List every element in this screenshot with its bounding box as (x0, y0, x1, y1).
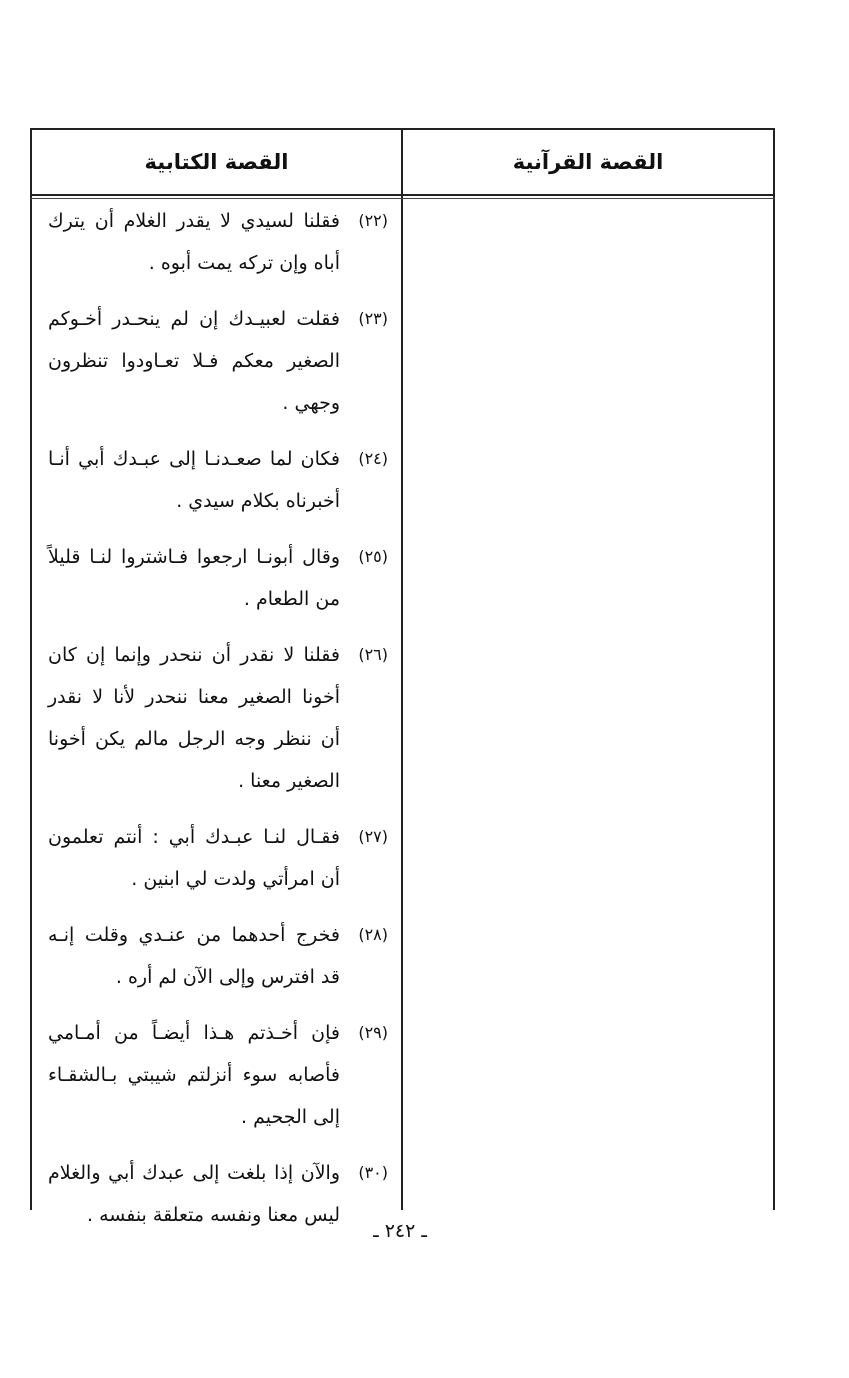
entry-number: (٢٣) (358, 309, 388, 328)
entry-number: (٢٨) (358, 925, 388, 944)
entry (48, 1012, 388, 1138)
entry (48, 634, 388, 802)
entry-number: (٣٠) (358, 1163, 388, 1182)
column-divider (401, 128, 403, 1210)
header-quranic-story: القصة القرآنية (512, 150, 664, 174)
entry-number: (٢٤) (358, 449, 388, 468)
entry-text: وقال أبونـا ارجعوا فـاشتروا لنـا قليلاً من الطعام . (48, 546, 340, 610)
entry-number: (٢٢) (358, 211, 388, 230)
header-biblical-story: القصة الكتابية (144, 150, 289, 174)
entry-text: فخرج أحدهما من عنـدي وقلت إنـه قد افترس وإلى الآن لم أره . (48, 924, 340, 988)
entry-text: فقـال لنـا عبـدك أبي : أنتم تعلمون أن امرأتي ولدت لي ابنين . (48, 826, 340, 890)
entry (48, 298, 388, 424)
header-separator (30, 194, 775, 196)
entry (48, 536, 388, 620)
header-separator-thin (30, 198, 775, 199)
entry (48, 914, 388, 998)
entry-number: (٢٧) (358, 827, 388, 846)
entry-number: (٢٩) (358, 1023, 388, 1042)
entry (48, 816, 388, 900)
entry-text: فقلنا لسيدي لا يقدر الغلام أن يترك أباه وإن تركه يمت أبوه . (48, 210, 340, 274)
entry (48, 438, 388, 522)
entry-text: فقلنا لا نقدر أن ننحدر وإنما إن كان أخونا الصغير معنا ننحدر لأنا لا نقدر أن ننظر وجه الرجل مالم يكن أخونا الصغير معنا . (48, 644, 340, 792)
biblical-entries (48, 200, 388, 1250)
entry-number: (٢٥) (358, 547, 388, 566)
entry-text: والآن إذا بلغت إلى عبدك أبي والغلام ليس معنا ونفسه متعلقة بنفسه . (48, 1162, 340, 1226)
page-number: ـ ٢٤٢ ـ (373, 1220, 427, 1242)
entry-number: (٢٦) (358, 645, 388, 664)
entry-text: فقلت لعبيـدك إن لم ينحـدر أخـوكم الصغير معكم فـلا تعـاودوا تنظرون وجهي . (48, 308, 340, 414)
entry-text: فإن أخـذتم هـذا أيضـاً من أمـامي فأصابه سوء أنزلتم شيبتي بـالشقـاء إلى الجحيم . (48, 1022, 340, 1128)
entry (48, 200, 388, 284)
entry-text: فكان لما صعـدنـا إلى عبـدك أبي أنـا أخبرناه بكلام سيدي . (48, 448, 340, 512)
